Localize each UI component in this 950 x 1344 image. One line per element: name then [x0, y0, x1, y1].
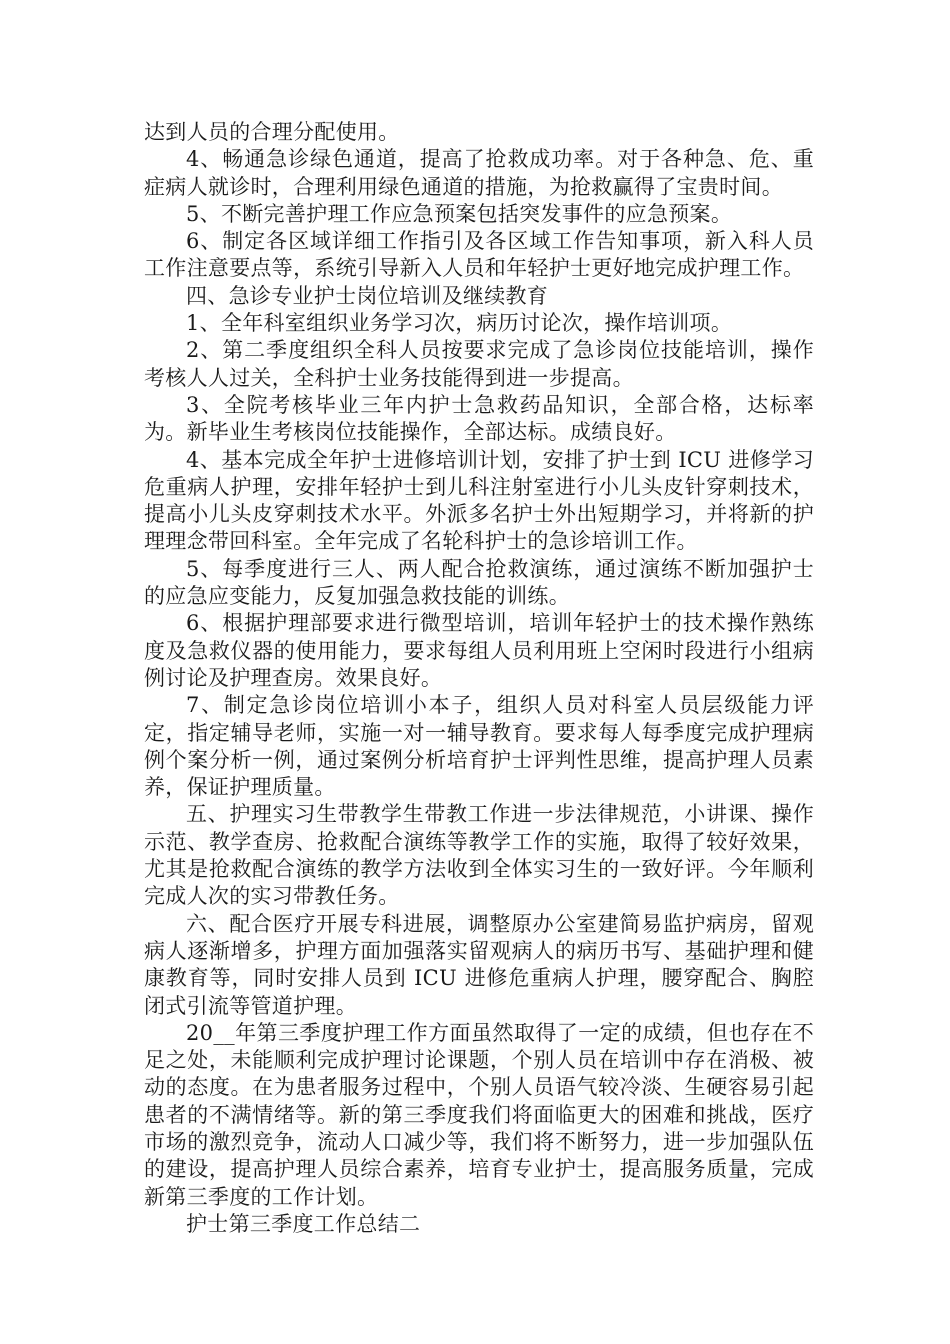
paragraph-item-5-emergency-plan: 5、不断完善护理工作应急预案包括突发事件的应急预案。	[186, 201, 733, 226]
paragraph-training-7: 7、制定急诊岗位培训小本子，组织人员对科室人员层级能力评定，指定辅导老师，实施一对一辅导教育。要求每人每季度完成护理病例个案分析一例，通过案例分析培育护士评判性思维，提高护理人员素养，保证护理质量。	[144, 693, 814, 800]
document-body	[144, 119, 814, 1238]
next-document-title: 护士第三季度工作总结二	[186, 1211, 421, 1236]
section-five-intern-teaching: 五、护理实习生带教学生带教工作进一步法律规范，小讲课、操作示范、教学查房、抢救配合演练等教学工作的实施，取得了较好效果，尤其是抢救配合演练的教学方法收到全体实习生的一致好评。今年顺利完成人次的实习带教任务。	[144, 802, 814, 909]
paragraph-training-3: 3、全院考核毕业三年内护士急救药品知识，全部合格，达标率为。新毕业生考核岗位技能操作，全部达标。成绩良好。	[144, 392, 814, 445]
paragraph-continuation: 达到人员的合理分配使用。	[144, 120, 400, 144]
paragraph-training-5: 5、每季度进行三人、两人配合抢救演练，通过演练不断加强护士的应急应变能力，反复加强急救技能的训练。	[144, 556, 814, 609]
paragraph-training-1: 1、全年科室组织业务学习次，病历讨论次，操作培训项。	[186, 311, 733, 336]
paragraph-item-6-work-guide: 6、制定各区域详细工作指引及各区域工作告知事项，新入科人员工作注意要点等，系统引导新入人员和年轻护士更好地完成护理工作。	[144, 229, 814, 281]
paragraph-training-6: 6、根据护理部要求进行微型培训，培训年轻护士的技术操作熟练度及急救仪器的使用能力，要求每组人员利用班上空闲时段进行小组病例讨论及护理查房。效果良好。	[144, 611, 814, 690]
paragraph-training-2: 2、第二季度组织全科人员按要求完成了急诊岗位技能培训，操作考核人人过关，全科护士业务技能得到进一步提高。	[144, 338, 814, 390]
section-heading-training: 四、急诊专业护士岗位培训及继续教育	[186, 283, 549, 308]
paragraph-summary: 20__年第三季度护理工作方面虽然取得了一定的成绩，但也存在不足之处，未能顺利完成护理讨论课题，个别人员在培训中存在消极、被动的态度。在为患者服务过程中，个别人员语气较冷淡、生硬容易引起患者的不满情绪等。新的第三季度我们将面临更大的困难和挑战，医疗市场的激烈竞争，流动人口减少等，我们将不断努力，进一步加强队伍的建设，提高护理人员综合素养，培育专业护士，提高服务质量，完成新第三季度的工作计划。	[144, 1020, 814, 1209]
section-six-specialty-development: 六、配合医疗开展专科进展，调整原办公室建简易监护病房，留观病人逐渐增多，护理方面加强落实留观病人的病历书写、基础护理和健康教育等，同时安排人员到 ICU 进修危重病人护理，腰穿配合、胸腔闭式引流等管道护理。	[144, 911, 814, 1018]
paragraph-training-4: 4、基本完成全年护士进修培训计划，安排了护士到 ICU 进修学习危重病人护理，安排年轻护士到儿科注射室进行小儿头皮针穿刺技术，提高小儿头皮穿刺技术水平。外派多名护士外出短期学习，并将新的护理理念带回科室。全年完成了名轮科护士的急诊培训工作。	[144, 447, 814, 554]
paragraph-item-4-green-channel: 4、畅通急诊绿色通道，提高了抢救成功率。对于各种急、危、重症病人就诊时，合理利用绿色通道的措施，为抢救赢得了宝贵时间。	[144, 147, 814, 199]
